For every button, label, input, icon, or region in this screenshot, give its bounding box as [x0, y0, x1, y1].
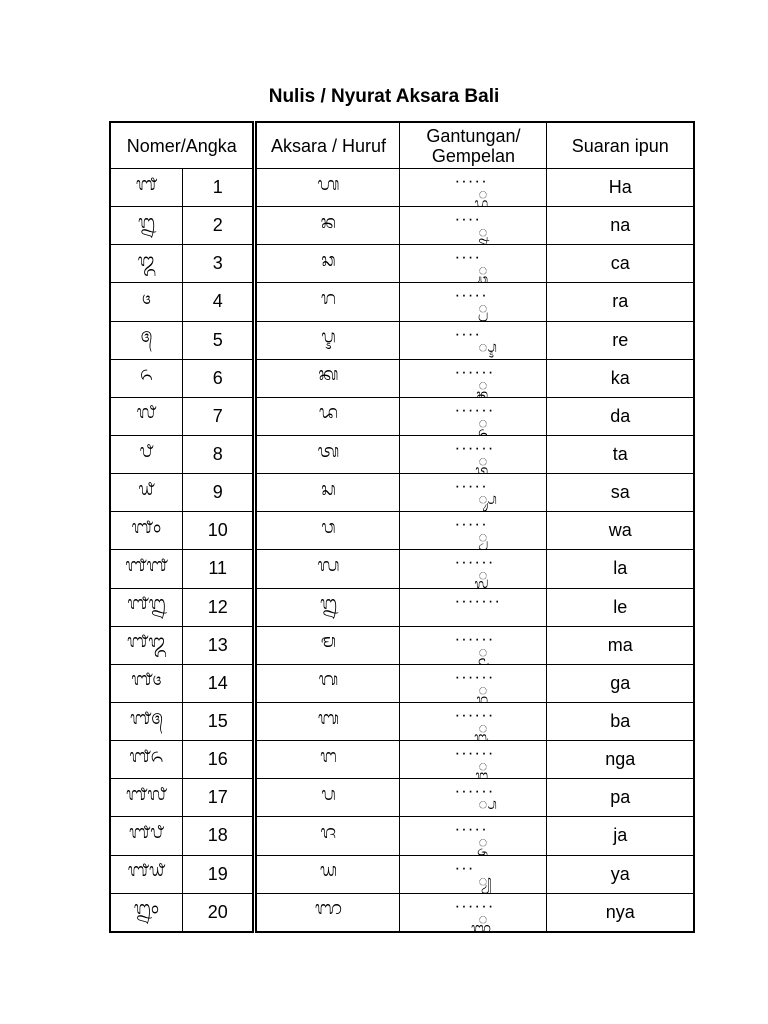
arabic-number: 20	[182, 893, 254, 932]
aksara-letter: ᬳ	[255, 169, 400, 207]
dotted-placeholder: ····	[454, 209, 482, 229]
gantungan-wrap	[400, 894, 546, 931]
dotted-placeholder: ······	[454, 895, 495, 915]
suaran-ipun-cell: pa	[547, 779, 694, 817]
dotted-placeholder: ····	[454, 247, 482, 267]
balinese-digit: ᭑᭓	[110, 626, 182, 664]
aksara-bali-table	[109, 121, 695, 933]
aksara-letter: ᬗ	[255, 741, 400, 779]
aksara-letter: ᬩ	[255, 702, 400, 740]
gantungan-wrap	[400, 398, 546, 435]
gantungan-cell	[400, 855, 547, 893]
aksara-letter: ᬜ	[255, 893, 400, 932]
balinese-digit: ᭑᭗	[110, 779, 182, 817]
header-gantungan-line2: Gempelan	[431, 145, 515, 166]
dotted-placeholder: ·····	[454, 476, 488, 496]
dotted-placeholder: ·····	[454, 285, 488, 305]
gantungan-mark: ᭄ᬯ	[478, 528, 488, 547]
gantungan-cell	[400, 245, 547, 283]
gantungan-mark: ᭄ᬓ	[478, 375, 488, 394]
suaran-ipun-cell: nya	[547, 893, 694, 932]
dotted-placeholder: ···	[454, 857, 475, 877]
dotted-placeholder: ····	[454, 323, 482, 343]
balinese-digit: ᭑᭘	[110, 817, 182, 855]
dotted-placeholder: ······	[454, 438, 495, 458]
arabic-number: 9	[182, 474, 254, 512]
suaran-ipun-cell: ca	[547, 245, 694, 283]
suaran-ipun-cell: wa	[547, 512, 694, 550]
table-row	[110, 435, 694, 473]
gantungan-mark: ᭄ᬢ	[478, 452, 488, 471]
balinese-digit: ᭑	[110, 169, 182, 207]
arabic-number: 11	[182, 550, 254, 588]
dotted-placeholder: ······	[454, 628, 495, 648]
table-row	[110, 702, 694, 740]
suaran-ipun-cell: ma	[547, 626, 694, 664]
dotted-placeholder: ······	[454, 705, 495, 725]
gantungan-mark: ᭄ᬭ	[478, 299, 488, 318]
table-row	[110, 550, 694, 588]
gantungan-cell	[400, 741, 547, 779]
gantungan-wrap	[400, 779, 546, 816]
suaran-ipun-cell: ba	[547, 702, 694, 740]
suaran-ipun-cell: ya	[547, 855, 694, 893]
balinese-digit: ᭒᭐	[110, 893, 182, 932]
gantungan-cell	[400, 550, 547, 588]
aksara-letter: ᬕ	[255, 664, 400, 702]
table-row	[110, 626, 694, 664]
arabic-number: 12	[182, 588, 254, 626]
table-row	[110, 664, 694, 702]
gantungan-wrap	[400, 550, 546, 587]
arabic-number: 7	[182, 397, 254, 435]
aksara-letter: ᬦ	[255, 207, 400, 245]
header-gantungan-gempelan	[400, 122, 547, 169]
gantungan-cell	[400, 588, 547, 626]
suaran-ipun-cell: da	[547, 397, 694, 435]
gantungan-cell	[400, 397, 547, 435]
balinese-digit: ᭑᭑	[110, 550, 182, 588]
gantungan-mark: ᭄ᬗ	[478, 757, 488, 776]
gantungan-mark: ᭄ᬚ	[478, 833, 488, 852]
balinese-digit: ᭗	[110, 397, 182, 435]
aksara-letter: ᬓ	[255, 359, 400, 397]
aksara-letter: ᬤ	[255, 397, 400, 435]
suaran-ipun-cell: sa	[547, 474, 694, 512]
gantungan-cell	[400, 626, 547, 664]
gantungan-cell	[400, 321, 547, 359]
arabic-number: 14	[182, 664, 254, 702]
aksara-letter: ᬧ	[255, 779, 400, 817]
table-row	[110, 741, 694, 779]
gantungan-wrap	[400, 512, 546, 549]
gantungan-cell	[400, 359, 547, 397]
arabic-number: 10	[182, 512, 254, 550]
dotted-placeholder: ·····	[454, 514, 488, 534]
gantungan-wrap	[400, 627, 546, 664]
dotted-placeholder: ·····	[454, 819, 488, 839]
dotted-placeholder: ······	[454, 666, 495, 686]
dotted-placeholder: ······	[454, 399, 495, 419]
arabic-number: 4	[182, 283, 254, 321]
table-row	[110, 397, 694, 435]
gantungan-mark: ᭄ᬩ	[478, 719, 488, 738]
table-row	[110, 817, 694, 855]
table-row	[110, 779, 694, 817]
header-aksara-huruf: Aksara / Huruf	[255, 122, 400, 169]
table-row	[110, 283, 694, 321]
arabic-number: 5	[182, 321, 254, 359]
suaran-ipun-cell: na	[547, 207, 694, 245]
balinese-digit: ᭑᭕	[110, 702, 182, 740]
gantungan-mark: ᭄ᬮ	[478, 566, 488, 585]
arabic-number: 1	[182, 169, 254, 207]
table-row	[110, 474, 694, 512]
aksara-letter: ᬘ	[255, 245, 400, 283]
aksara-letter: ᬯ	[255, 512, 400, 550]
arabic-number: 6	[182, 359, 254, 397]
gantungan-wrap	[400, 169, 546, 206]
table-row	[110, 245, 694, 283]
suaran-ipun-cell: re	[547, 321, 694, 359]
gantungan-wrap	[400, 703, 546, 740]
balinese-digit: ᭑᭙	[110, 855, 182, 893]
suaran-ipun-cell: ka	[547, 359, 694, 397]
gantungan-wrap	[400, 207, 546, 244]
gantungan-mark: ᭄ᬋ	[478, 337, 497, 356]
gantungan-cell	[400, 664, 547, 702]
aksara-letter: ᬍ	[255, 588, 400, 626]
gantungan-wrap	[400, 817, 546, 854]
suaran-ipun-cell: Ha	[547, 169, 694, 207]
suaran-ipun-cell: ra	[547, 283, 694, 321]
balinese-digit: ᭖	[110, 359, 182, 397]
gantungan-mark: ᭄ᬤ	[478, 413, 488, 432]
balinese-digit: ᭑᭖	[110, 741, 182, 779]
dotted-placeholder: ······	[454, 743, 495, 763]
table-row	[110, 359, 694, 397]
table-body	[110, 169, 694, 933]
gantungan-cell	[400, 512, 547, 550]
page-title: Nulis / Nyurat Aksara Bali	[268, 86, 500, 107]
header-suaran-ipun: Suaran ipun	[547, 122, 694, 169]
gantungan-cell	[400, 779, 547, 817]
arabic-number: 8	[182, 435, 254, 473]
gantungan-mark: ᭄ᬧ	[478, 795, 497, 814]
aksara-letter: ᬲ	[255, 474, 400, 512]
header-row	[110, 122, 694, 169]
suaran-ipun-cell: ga	[547, 664, 694, 702]
arabic-number: 15	[182, 702, 254, 740]
aksara-letter: ᬚ	[255, 817, 400, 855]
gantungan-wrap	[400, 474, 546, 511]
aksara-letter: ᬮ	[255, 550, 400, 588]
aksara-letter: ᬬ	[255, 855, 400, 893]
aksara-letter: ᬢ	[255, 435, 400, 473]
gantungan-mark: ᭄ᬫ	[478, 642, 488, 661]
gantungan-cell	[400, 207, 547, 245]
aksara-letter: ᬭ	[255, 283, 400, 321]
arabic-number: 3	[182, 245, 254, 283]
balinese-digit: ᭙	[110, 474, 182, 512]
balinese-digit: ᭕	[110, 321, 182, 359]
gantungan-mark: ᭄ᬬ	[478, 871, 492, 890]
gantungan-cell	[400, 702, 547, 740]
balinese-digit: ᭘	[110, 435, 182, 473]
gantungan-wrap	[400, 322, 546, 359]
gantungan-cell	[400, 169, 547, 207]
gantungan-cell	[400, 435, 547, 473]
arabic-number: 18	[182, 817, 254, 855]
suaran-ipun-cell: le	[547, 588, 694, 626]
table-row	[110, 855, 694, 893]
balinese-digit: ᭒	[110, 207, 182, 245]
table-row	[110, 169, 694, 207]
arabic-number: 2	[182, 207, 254, 245]
arabic-number: 16	[182, 741, 254, 779]
gantungan-cell	[400, 893, 547, 932]
dotted-placeholder: ······	[454, 781, 495, 801]
gantungan-wrap	[400, 665, 546, 702]
balinese-digit: ᭑᭒	[110, 588, 182, 626]
suaran-ipun-cell: ta	[547, 435, 694, 473]
table-row	[110, 893, 694, 932]
gantungan-cell	[400, 817, 547, 855]
dotted-placeholder: ·····	[454, 171, 488, 191]
gantungan-wrap	[400, 360, 546, 397]
header-nomer-angka: Nomer/Angka	[110, 122, 255, 169]
gantungan-cell	[400, 283, 547, 321]
table-row	[110, 512, 694, 550]
arabic-number: 17	[182, 779, 254, 817]
arabic-number: 19	[182, 855, 254, 893]
table-row	[110, 207, 694, 245]
table-row	[110, 588, 694, 626]
gantungan-wrap	[400, 436, 546, 473]
suaran-ipun-cell: ja	[547, 817, 694, 855]
dotted-placeholder: ·······	[454, 590, 502, 610]
gantungan-wrap	[400, 245, 546, 282]
balinese-digit: ᭑᭔	[110, 664, 182, 702]
balinese-digit: ᭑᭐	[110, 512, 182, 550]
gantungan-mark: ᭄ᬜ	[478, 909, 488, 928]
gantungan-mark: ᭄ᬦ	[478, 223, 488, 242]
gantungan-cell	[400, 474, 547, 512]
balinese-digit: ᭔	[110, 283, 182, 321]
table-row	[110, 321, 694, 359]
suaran-ipun-cell: la	[547, 550, 694, 588]
gantungan-mark: ᭄ᬳ	[478, 185, 488, 204]
balinese-digit: ᭓	[110, 245, 182, 283]
gantungan-mark: ᭄ᬕ	[478, 680, 488, 699]
gantungan-mark: ᭄ᬘ	[478, 261, 488, 280]
dotted-placeholder: ······	[454, 361, 495, 381]
arabic-number: 13	[182, 626, 254, 664]
suaran-ipun-cell: nga	[547, 741, 694, 779]
gantungan-wrap	[400, 283, 546, 320]
gantungan-mark: ᭄ᬲ	[478, 490, 497, 509]
aksara-letter: ᬋ	[255, 321, 400, 359]
gantungan-wrap	[400, 741, 546, 778]
dotted-placeholder: ······	[454, 552, 495, 572]
gantungan-wrap	[400, 589, 546, 626]
gantungan-wrap	[400, 856, 546, 893]
aksara-letter: ᬫ	[255, 626, 400, 664]
header-gantungan-line1: Gantungan/	[426, 125, 521, 146]
